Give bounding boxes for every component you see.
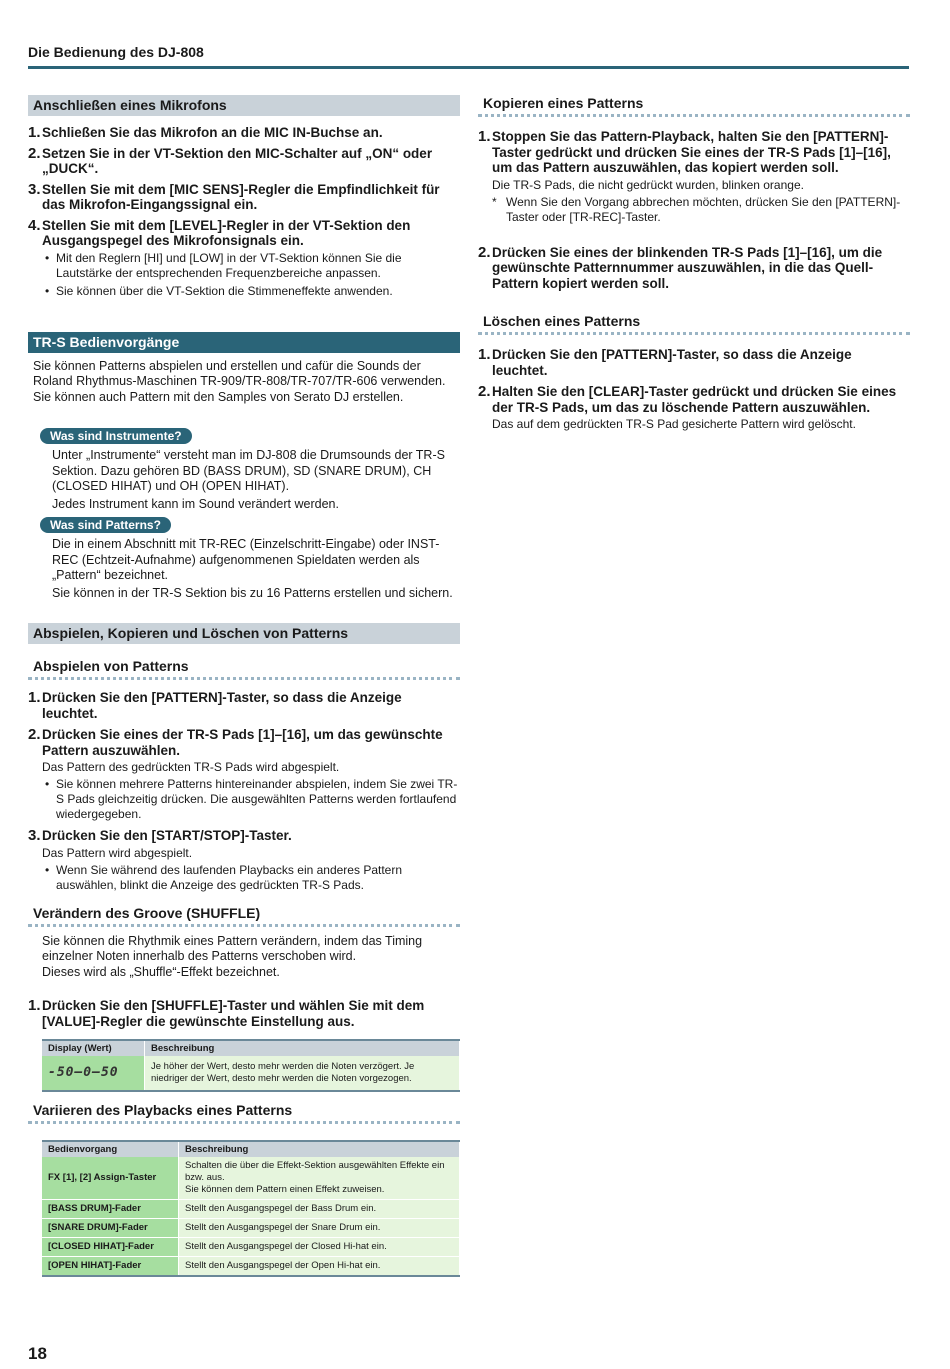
left-column xyxy=(28,95,460,1277)
play-step-3-note: Das Pattern wird abgespielt. xyxy=(42,845,193,860)
play-step-2-note: Das Pattern des gedrückten TR-S Pads wird abgespielt. xyxy=(42,760,340,774)
patterns-badge: Was sind Patterns? xyxy=(40,517,171,533)
trs-section-title: TR-S Bedienvorgänge xyxy=(28,332,460,353)
trs-intro: Sie können Patterns abspielen und erstellen und cafür die Sounds der Roland Rhythmus-Maschinen TR-909/TR-808/TR-707/TR-606 verwenden. Sie können auch Pattern mit den Samples von Serato DJ erstellen. xyxy=(33,358,446,404)
table-row xyxy=(42,1219,460,1238)
vary-desc-cell: Stellt den Ausgangspegel der Snare Drum ein. xyxy=(179,1219,460,1238)
table-row xyxy=(42,1056,460,1091)
patterns-text: Die in einem Abschnitt mit TR-REC (Einzelschritt-Eingabe) oder INST-REC (Echtzeit-Aufnahme) aufgenommenen Spieldaten werden als „Pattern“ bezeichnet. xyxy=(52,537,440,582)
groove-intro-2: Dieses wird als „Shuffle“-Effekt bezeichnet. xyxy=(42,964,280,979)
groove-intro: Sie können die Rhythmik eines Pattern verändern, indem das Timing einzelner Noten innerhalb des Patterns verschoben wird. xyxy=(42,933,423,963)
play-step-2: 2. Drücken Sie eines der TR-S Pads [1]–[16], um das gewünschte Pattern auszuwählen. xyxy=(28,726,443,758)
shuffle-table xyxy=(42,1039,460,1092)
shuffle-table-header: Beschreibung xyxy=(145,1040,460,1056)
right-column xyxy=(478,95,910,432)
mic-step-2: 2. Setzen Sie in der VT-Sektion den MIC-Schalter auf „ON“ oder „DUCK“. xyxy=(28,144,433,176)
copy-step-1-note: Die TR-S Pads, die nicht gedrückt wurden, blinken orange. xyxy=(492,177,804,192)
instruments-badge: Was sind Instrumente? xyxy=(40,428,192,444)
mic-step-4: 4. Stellen Sie mit dem [LEVEL]-Regler in der VT-Sektion den Ausgangspegel des Mikrofonsignals ein. xyxy=(28,216,411,248)
vary-op-cell: FX [1], [2] Assign-Taster xyxy=(42,1157,179,1200)
delete-step-2: 2. Halten Sie den [CLEAR]-Taster gedrückt und drücken Sie eines der TR-S Pads, um das zu löschende Pattern auszuwählen. xyxy=(478,383,897,415)
play-step-2-bullet: • Sie können mehrere Patterns hintereinander abspielen, indem Sie zwei TR-S Pads gleichzeitig drücken. Die ausgewählten Patterns werden fortlaufend wiedergegeben. xyxy=(42,777,460,822)
mic-step-3: 3. Stellen Sie mit dem [MIC SENS]-Regler die Empfindlichkeit für das Mikrofon-Eingangssignal ein. xyxy=(28,180,440,212)
table-row xyxy=(42,1257,460,1277)
page-header-title: Die Bedienung des DJ-808 xyxy=(28,44,204,60)
delete-step-1: 1. Drücken Sie den [PATTERN]-Taster, so dass die Anzeige leuchtet. xyxy=(478,346,852,378)
play-step-3-bullet: • Wenn Sie während des laufenden Playbacks ein anderes Pattern auswählen, blinkt die Anzeige des gedrückten TR-S Pads. xyxy=(42,863,460,893)
mic-bullet: • Sie können über die VT-Sektion die Stimmeneffekte anwenden. xyxy=(42,284,460,299)
vary-desc-cell: Stellt den Ausgangspegel der Bass Drum ein. xyxy=(179,1200,460,1219)
vary-table-header: Beschreibung xyxy=(179,1141,460,1157)
instruments-text: Unter „Instrumente“ versteht man im DJ-808 die Drumsounds der TR-S Sektion. Dazu gehören BD (BASS DRUM), SD (SNARE DRUM), CH (CLOSED HIHAT) und OH (OPEN HIHAT). xyxy=(52,448,445,493)
page-number: 18 xyxy=(28,1344,47,1363)
delete-title: Löschen eines Patterns xyxy=(478,313,910,335)
copy-title: Kopieren eines Patterns xyxy=(478,95,910,117)
groove-step-1: 1. Drücken Sie den [SHUFFLE]-Taster und wählen Sie mit dem [VALUE]-Regler die gewünschte Einstellung aus. xyxy=(28,997,425,1029)
copy-step-1: 1. Stoppen Sie das Pattern-Playback, halten Sie den [PATTERN]-Taster gedrückt und drücken Sie eines der TR-S Pads [1]–[16], um das Pattern auszuwählen, das kopiert werden soll. xyxy=(478,128,891,175)
mic-step-1: 1. Schließen Sie das Mikrofon an die MIC IN-Buchse an. xyxy=(28,124,383,141)
table-row xyxy=(42,1238,460,1257)
table-row xyxy=(42,1200,460,1219)
copy-step-1-star: * Wenn Sie den Vorgang abbrechen möchten, drücken Sie den [PATTERN]-Taster oder [TR-REC]-Taster. xyxy=(492,194,901,224)
play-step-1: 1. Drücken Sie den [PATTERN]-Taster, so dass die Anzeige leuchtet. xyxy=(28,689,402,721)
mic-section-title: Anschließen eines Mikrofons xyxy=(28,95,460,116)
vary-desc-cell: Schalten die über die Effekt-Sektion ausgewählten Effekte ein bzw. aus. Sie können dem Pattern einen Effekt zuweisen. xyxy=(179,1157,460,1200)
page-header xyxy=(28,42,909,69)
play-sub-title: Abspielen von Patterns xyxy=(28,658,460,680)
vary-table xyxy=(42,1140,460,1277)
vary-op-cell: [CLOSED HIHAT]-Fader xyxy=(42,1238,179,1257)
table-row xyxy=(42,1157,460,1200)
vary-table-header: Bedienvorgang xyxy=(42,1141,179,1157)
vary-desc-cell: Stellt den Ausgangspegel der Closed Hi-hat ein. xyxy=(179,1238,460,1257)
shuffle-desc-cell: Je höher der Wert, desto mehr werden die Noten verzögert. Je niedriger der Wert, desto mehr werden die Noten vorgezogen. xyxy=(145,1056,460,1091)
instruments-text-2: Jedes Instrument kann im Sound verändert werden. xyxy=(52,496,339,511)
delete-step-2-note: Das auf dem gedrückten TR-S Pad gesicherte Pattern wird gelöscht. xyxy=(492,417,856,431)
vary-op-cell: [BASS DRUM]-Fader xyxy=(42,1200,179,1219)
vary-op-cell: [SNARE DRUM]-Fader xyxy=(42,1219,179,1238)
shuffle-table-header: Display (Wert) xyxy=(42,1040,145,1056)
vary-title: Variieren des Playbacks eines Patterns xyxy=(28,1102,460,1124)
shuffle-display-cell: -50–0–50 xyxy=(42,1056,145,1091)
copy-step-2: 2. Drücken Sie eines der blinkenden TR-S Pads [1]–[16], um die gewünschte Patternnummer auszuwählen, in die das Quell-Pattern kopiert werden soll. xyxy=(478,243,883,291)
patterns-text-2: Sie können in der TR-S Sektion bis zu 16 Patterns erstellen und sichern. xyxy=(52,585,453,600)
vary-op-cell: [OPEN HIHAT]-Fader xyxy=(42,1257,179,1277)
play-section-title: Abspielen, Kopieren und Löschen von Patterns xyxy=(28,623,460,644)
mic-bullet: • Mit den Reglern [HI] und [LOW] in der VT-Sektion können Sie die Lautstärke der entsprechenden Frequenzbereiche anpassen. xyxy=(42,251,460,281)
play-step-3: 3. Drücken Sie den [START/STOP]-Taster. xyxy=(28,827,292,844)
vary-desc-cell: Stellt den Ausgangspegel der Open Hi-hat ein. xyxy=(179,1257,460,1277)
groove-title: Verändern des Groove (SHUFFLE) xyxy=(28,905,460,927)
